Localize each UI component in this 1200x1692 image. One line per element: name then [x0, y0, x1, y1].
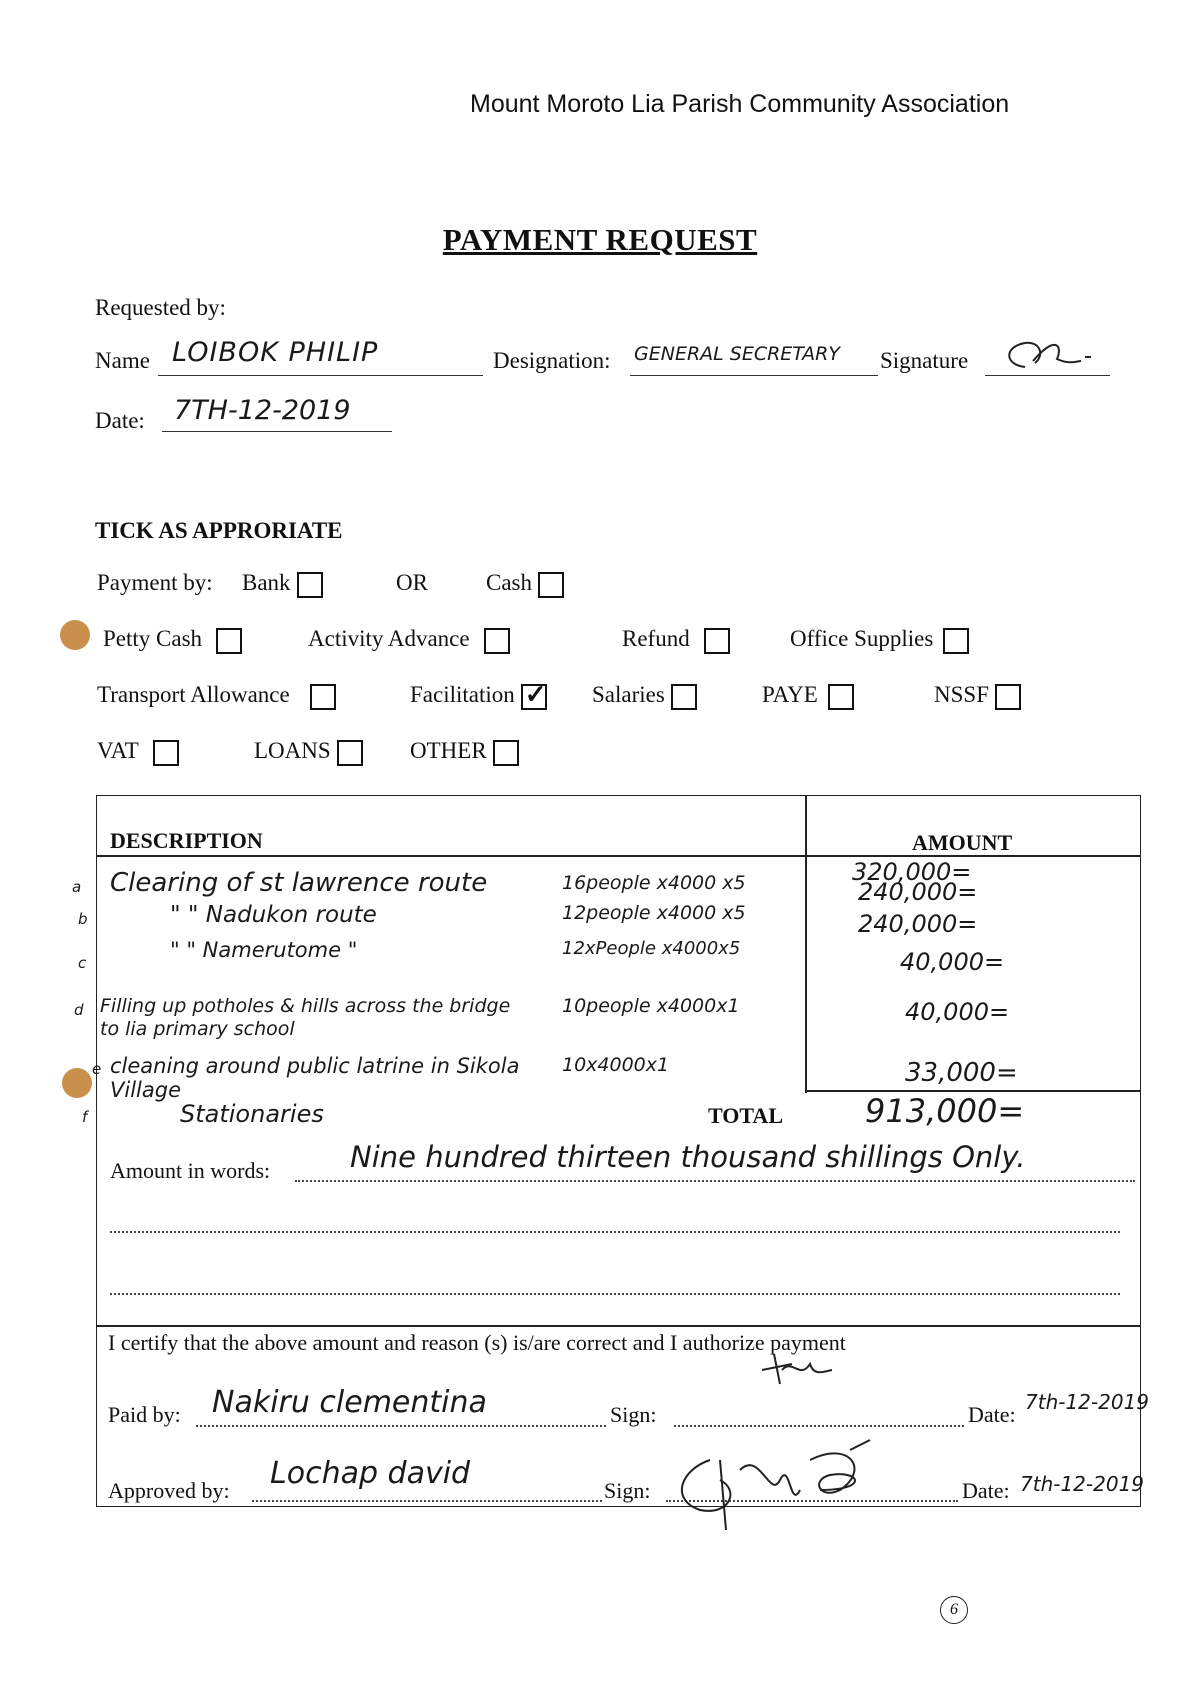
- requester-signature: [985, 335, 1110, 375]
- paid-by-value: Nakiru clementina: [212, 1385, 487, 1420]
- page-number-mark: 6: [940, 1596, 968, 1624]
- approver-signature: [670, 1430, 900, 1540]
- amount-header: AMOUNT: [912, 830, 1013, 855]
- payment-by-label: Payment by:: [97, 570, 213, 595]
- approved-by-label: Approved by:: [108, 1478, 230, 1503]
- description-header: DESCRIPTION: [110, 828, 263, 853]
- certify-divider: [96, 1325, 1141, 1327]
- row-marker: e: [92, 1060, 102, 1078]
- name-value: LOIBOK PHILIP: [172, 337, 379, 368]
- option-vat[interactable]: VAT: [97, 738, 179, 766]
- organization-name: Mount Moroto Lia Parish Community Association: [470, 90, 1010, 118]
- requested-by-label: Requested by:: [95, 295, 226, 320]
- tick-heading: TICK AS APPRORIATE: [95, 518, 343, 543]
- checkbox-other[interactable]: [493, 740, 519, 766]
- approved-by-field: [252, 1456, 602, 1502]
- option-transport-allowance[interactable]: Transport Allowance: [97, 682, 336, 710]
- punch-hole: [62, 1068, 92, 1098]
- checkbox-nssf[interactable]: [995, 684, 1021, 710]
- paid-date-value: 7th-12-2019: [1025, 1390, 1150, 1414]
- approved-date-label: Date:: [962, 1478, 1010, 1503]
- option-loans[interactable]: LOANS: [254, 738, 363, 766]
- total-value: 913,000=: [865, 1092, 1025, 1130]
- designation-field: [630, 335, 878, 376]
- paid-by-label: Paid by:: [108, 1402, 181, 1427]
- row-description: Clearing of st lawrence route: [110, 868, 488, 898]
- dotted-line: [110, 1230, 1120, 1233]
- approved-sign-label: Sign:: [604, 1478, 651, 1503]
- or-label: OR: [396, 570, 428, 595]
- option-activity-advance[interactable]: Activity Advance: [308, 626, 510, 654]
- checkbox-transport-allowance[interactable]: [310, 684, 336, 710]
- punch-hole: [60, 620, 90, 650]
- option-refund[interactable]: Refund: [622, 626, 730, 654]
- row-marker: b: [78, 910, 88, 928]
- row-description: " " Namerutome ": [170, 938, 358, 962]
- amount-in-words-field: [295, 1140, 1135, 1182]
- row-description: Stationaries: [180, 1100, 324, 1128]
- total-label: TOTAL: [708, 1103, 783, 1128]
- row-amount: 240,000=: [858, 910, 978, 938]
- signature-field: [985, 335, 1110, 376]
- name-label: Name: [95, 348, 150, 373]
- option-bank[interactable]: Bank: [242, 570, 323, 598]
- row-marker: d: [74, 1001, 84, 1019]
- option-office-supplies[interactable]: Office Supplies: [790, 626, 969, 654]
- checkbox-office-supplies[interactable]: [943, 628, 969, 654]
- dotted-line: [110, 1292, 1120, 1295]
- paid-date-label: Date:: [968, 1402, 1016, 1427]
- option-nssf[interactable]: NSSF: [934, 682, 1021, 710]
- row-description: " " Nadukon route: [170, 902, 377, 928]
- designation-label: Designation:: [493, 348, 611, 373]
- date-value: 7TH-12-2019: [174, 395, 351, 426]
- row-marker: f: [82, 1108, 88, 1126]
- row-amount: 40,000=: [900, 948, 1005, 976]
- column-divider: [805, 795, 807, 1093]
- amount-in-words-label: Amount in words:: [110, 1158, 271, 1183]
- designation-value: GENERAL SECRETARY: [634, 343, 840, 365]
- page-title: PAYMENT REQUEST: [442, 222, 758, 257]
- paid-by-field: [196, 1385, 606, 1427]
- checkbox-facilitation[interactable]: [521, 684, 547, 710]
- checkbox-refund[interactable]: [704, 628, 730, 654]
- checkbox-activity-advance[interactable]: [484, 628, 510, 654]
- option-petty-cash[interactable]: Petty Cash: [103, 626, 242, 654]
- row-calc: 10people x4000x1: [562, 995, 740, 1017]
- row-description: cleaning around public latrine in Sikola Village: [110, 1054, 520, 1102]
- checkbox-salaries[interactable]: [671, 684, 697, 710]
- checkbox-bank[interactable]: [297, 572, 323, 598]
- row-calc: 10x4000x1: [562, 1054, 670, 1076]
- date-label: Date:: [95, 408, 145, 433]
- row-calc: 16people x4000 x5: [562, 872, 746, 894]
- paid-sign-label: Sign:: [610, 1402, 657, 1427]
- row-description: Filling up potholes & hills across the bridge to lia primary school: [100, 995, 511, 1040]
- checkbox-loans[interactable]: [337, 740, 363, 766]
- checkbox-petty-cash[interactable]: [216, 628, 242, 654]
- row-marker: a: [72, 878, 82, 896]
- certify-initials: [752, 1350, 852, 1390]
- date-field: [162, 393, 392, 432]
- paid-sign-field: [674, 1395, 964, 1427]
- option-cash[interactable]: Cash: [486, 570, 564, 598]
- row-calc: 12people x4000 x5: [562, 902, 746, 924]
- certify-text: I certify that the above amount and reason (s) is/are correct and I authorize payment: [108, 1330, 846, 1355]
- signature-label: Signature: [880, 348, 969, 373]
- row-calc: 12xPeople x4000x5: [562, 938, 741, 959]
- option-salaries[interactable]: Salaries: [592, 682, 697, 710]
- checkbox-cash[interactable]: [538, 572, 564, 598]
- approved-date-value: 7th-12-2019: [1020, 1472, 1145, 1496]
- row-amount: 33,000=: [905, 1058, 1018, 1088]
- name-field: [158, 335, 483, 376]
- amount-in-words-value: Nine hundred thirteen thousand shillings Only.: [350, 1140, 1026, 1174]
- option-other[interactable]: OTHER: [410, 738, 519, 766]
- row-amount: 320,000=: [852, 858, 972, 886]
- row-marker: c: [78, 954, 87, 972]
- row-amount: 40,000=: [905, 998, 1010, 1026]
- approved-by-value: Lochap david: [270, 1456, 471, 1491]
- checkbox-paye[interactable]: [828, 684, 854, 710]
- option-facilitation[interactable]: Facilitation✓: [410, 682, 547, 710]
- checkbox-vat[interactable]: [153, 740, 179, 766]
- option-paye[interactable]: PAYE: [762, 682, 854, 710]
- row-amount: 240,000=: [858, 878, 978, 906]
